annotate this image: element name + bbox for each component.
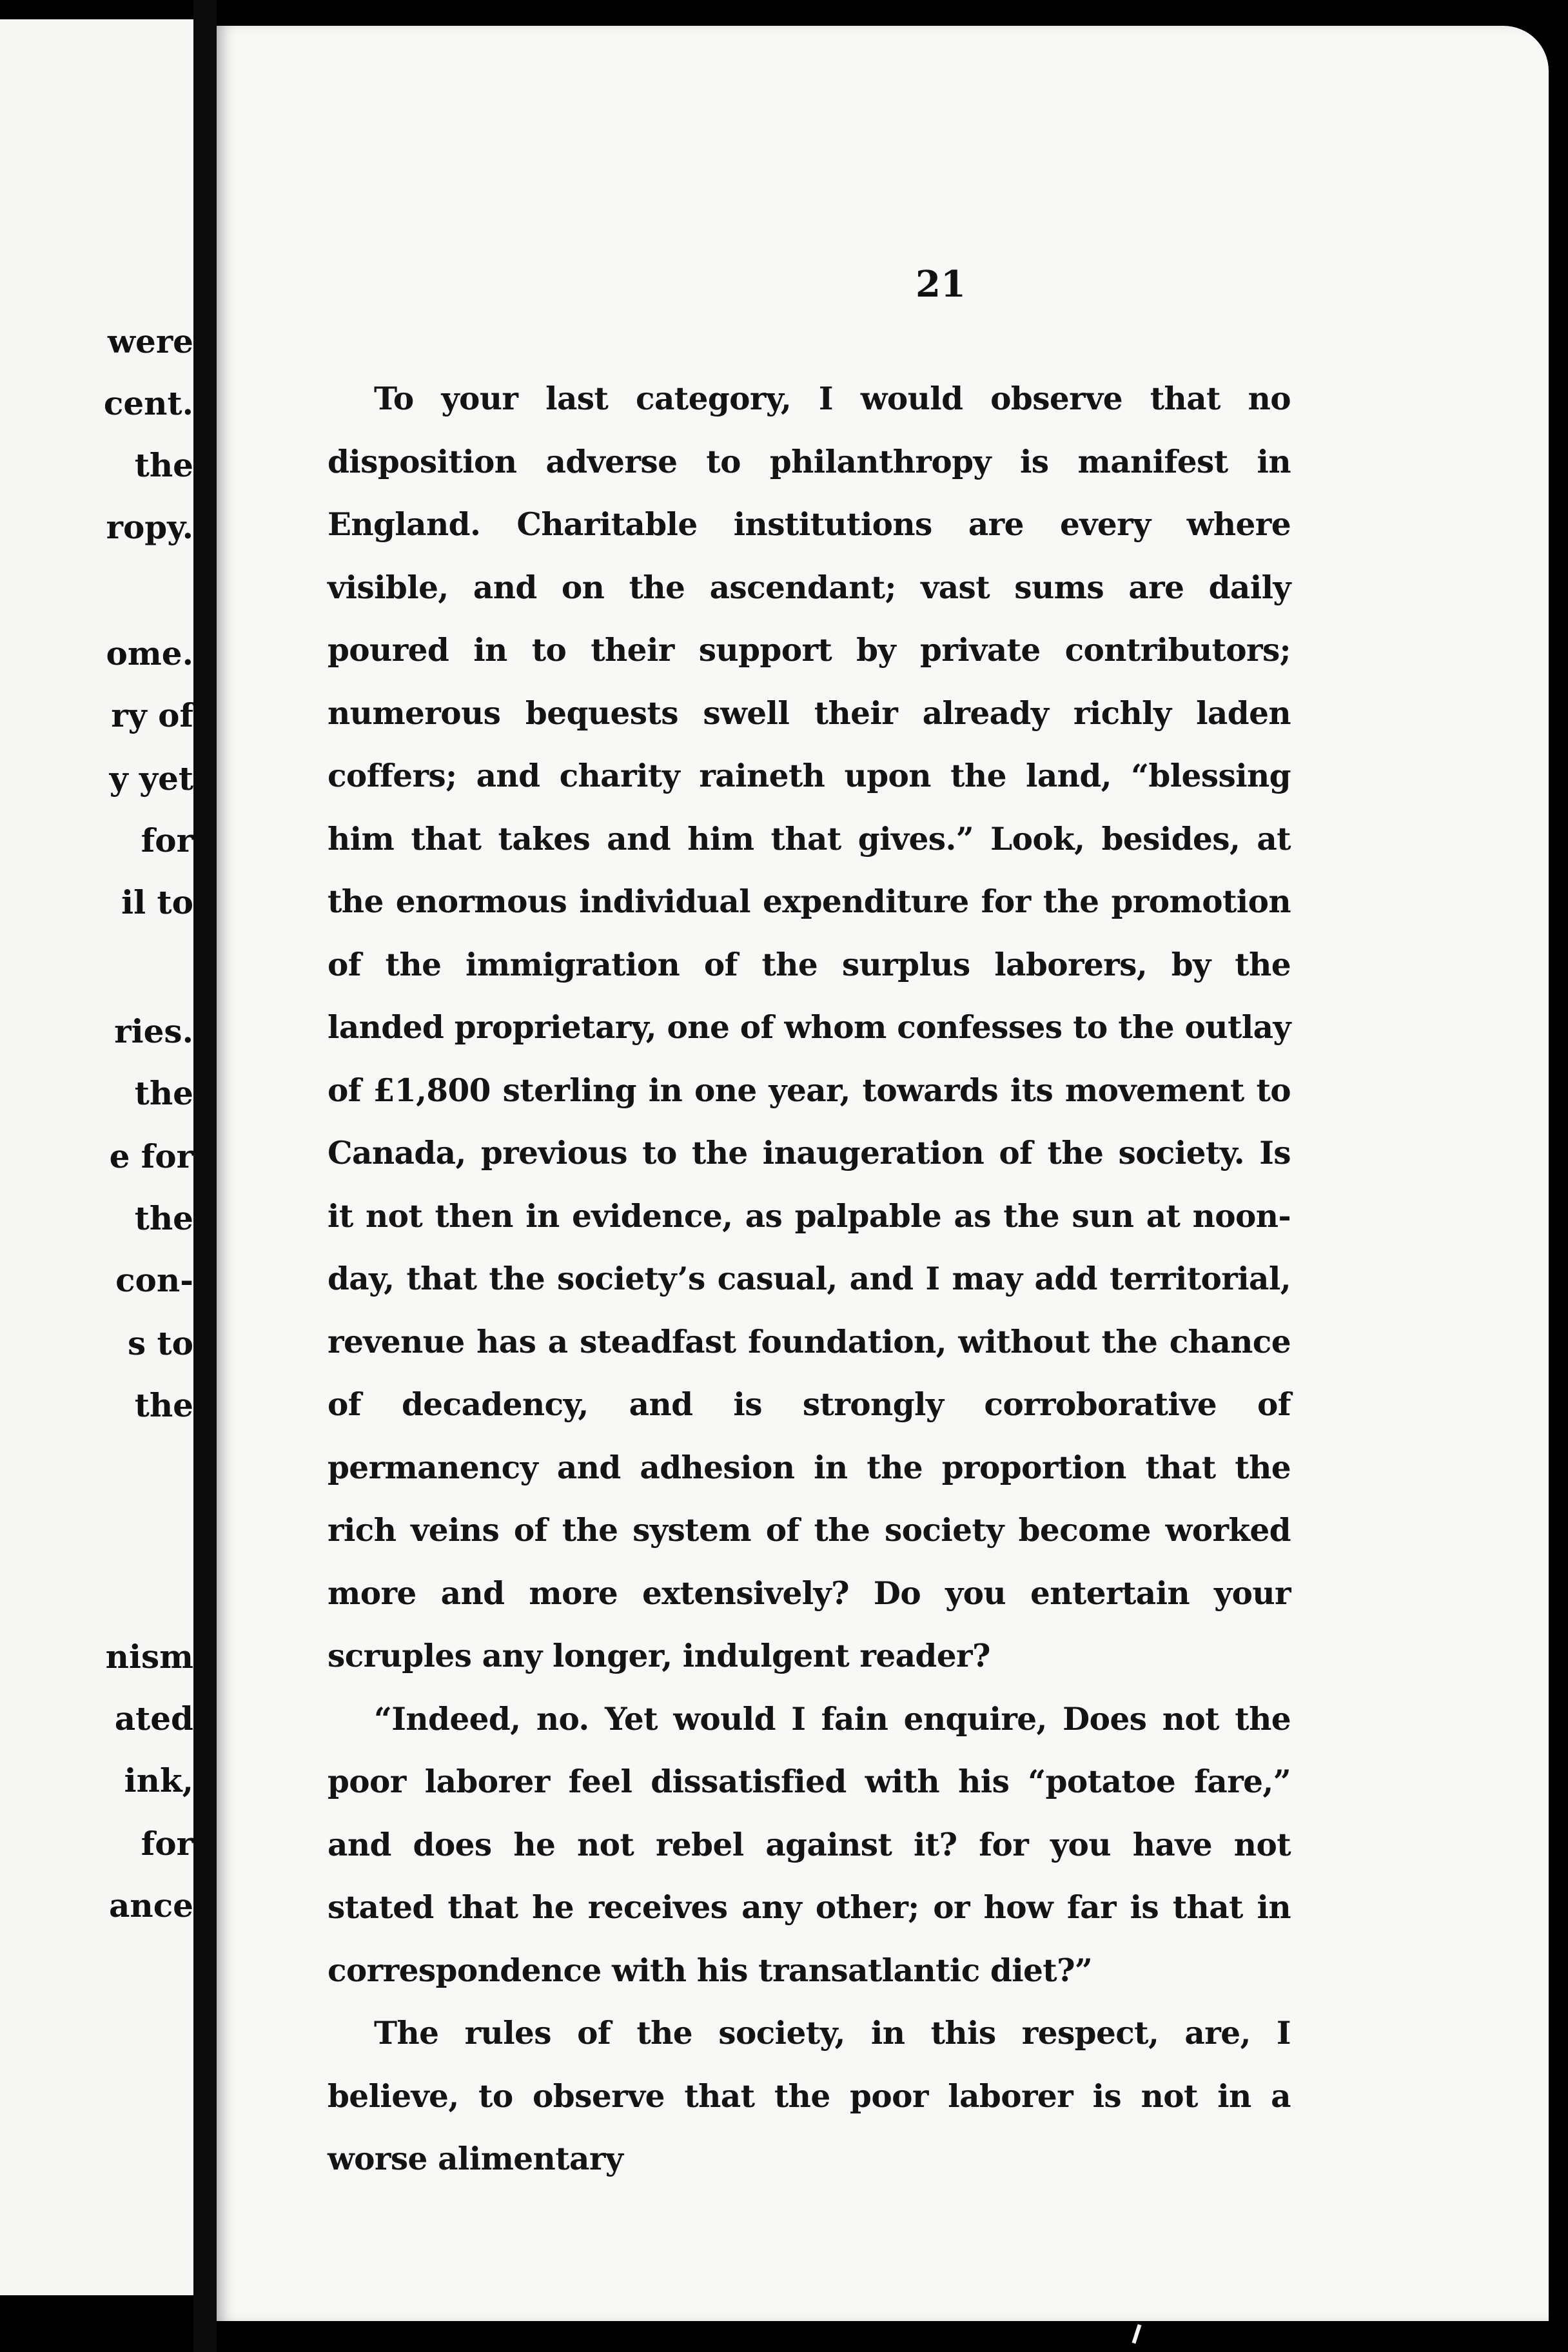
facing-page-line: e for xyxy=(109,1137,193,1175)
main-page xyxy=(217,26,1549,2321)
facing-page-line: ome. xyxy=(106,634,193,672)
book-gutter xyxy=(193,0,217,2352)
facing-page-line: ropy. xyxy=(106,508,193,546)
facing-page-line: ated xyxy=(114,1700,193,1738)
paragraph: “Indeed, no. Yet would I fain enquire, Does not the poor laborer feel dissatisfied with his “potatoe fare,” and does he not rebel against it? for you have not stated that he receives any other; or how far is that in correspondence with his transatlantic diet?” xyxy=(328,1700,1291,1989)
scan-mark xyxy=(1132,2324,1142,2344)
facing-page-line: for xyxy=(141,1825,193,1863)
body-text xyxy=(328,368,1291,2191)
facing-page-line: were xyxy=(107,322,193,360)
facing-page-line: the xyxy=(134,1386,193,1424)
facing-page-line: ry of xyxy=(111,696,193,734)
facing-page-line: s to xyxy=(127,1324,193,1362)
facing-page-line: ries. xyxy=(114,1012,193,1050)
facing-page-line: y yet xyxy=(109,760,193,798)
paragraph: To your last category, I would observe that no disposition adverse to philanthropy is manifest in England. Charitable institutions are every where visible, and on the ascendant; vast sums are daily poured in to their support by private contributors; numerous bequests swell their already richly laden coffers; and charity raineth upon the land, “blessing him that takes and him that gives.” Look, besides, at the enormous individual expenditure for the promotion of the immigration of the surplus laborers, by the landed proprietary, one of whom confesses to the outlay of £1,800 sterling in one year, towards its movement to Canada, previous to the inaugeration of the society. Is it not then in evidence, as palpable as the sun at noon-day, that the society’s casual, and I may add territorial, revenue has a steadfast foundation, without the chance of decadency, and is strongly corroborative of permanency and adhesion in the proportion that the rich veins of the system of the society become worked more and more extensively? Do you entertain your scruples any longer, indulgent reader? xyxy=(328,380,1291,1674)
facing-page-line: con- xyxy=(115,1261,193,1299)
facing-page-fragment xyxy=(0,19,193,2295)
paragraph: The rules of the society, in this respect, are, I believe, to observe that the poor laborer is not in a worse alimentary xyxy=(328,2015,1291,2177)
facing-page-line: ance xyxy=(108,1886,193,1925)
facing-page-line: the xyxy=(134,446,193,484)
facing-page-line: nism xyxy=(105,1638,193,1676)
page-number: 21 xyxy=(916,263,966,306)
facing-page-line: cent. xyxy=(103,384,193,422)
facing-page-line: the xyxy=(134,1074,193,1112)
facing-page-line: ink, xyxy=(124,1761,193,1799)
facing-page-line: for xyxy=(141,821,193,859)
facing-page-line: the xyxy=(134,1199,193,1237)
facing-page-line: il to xyxy=(121,883,193,921)
